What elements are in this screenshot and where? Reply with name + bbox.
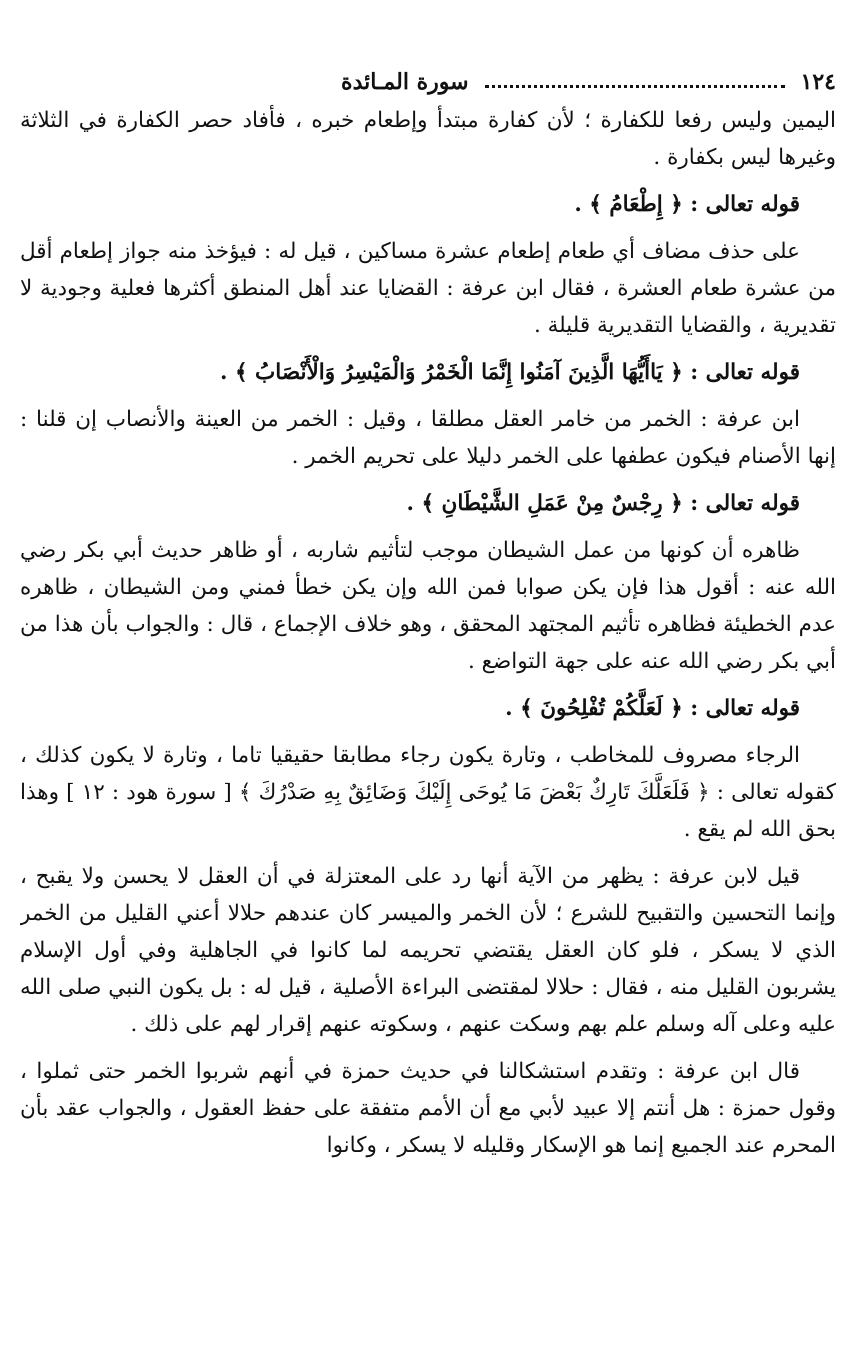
paragraph-continuation: اليمين وليس رفعا للكفارة ؛ لأن كفارة مبتدأ وإطعام خبره ، فأفاد حصر الكفارة في الثلاثة وغيرها ليس بكفارة . xyxy=(20,108,836,170)
paragraph: ابن عرفة : الخمر من خامر العقل مطلقا ، وقيل : الخمر من العينة والأنصاب إن قلنا : إنها الأصنام فيكون عطفها على الخمر دليلا على تحريم الخمر . xyxy=(20,407,836,469)
verse-heading: قوله تعالى : ﴿ رِجْسٌ مِنْ عَمَلِ الشَّيْطَانِ ﴾ . xyxy=(406,491,800,516)
verse-heading: قوله تعالى : ﴿ إِطْعَامُ ﴾ . xyxy=(574,192,800,217)
paragraph: الرجاء مصروف للمخاطب ، وتارة يكون رجاء مطابقا حقيقيا تاما ، وتارة لا يكون كذلك ، كقوله تعالى : ﴿ فَلَعَلَّكَ تَارِكٌ بَعْضَ مَا يُوحَى إِلَيْكَ وَضَائِقٌ بِهِ صَدْرُكَ ﴾ [ سورة هود : ١٢ ] وهذا بحق الله لم يقع . xyxy=(20,743,836,842)
paragraph: ظاهره أن كونها من عمل الشيطان موجب لتأثيم شاربه ، أو ظاهر حديث أبي بكر رضي الله عنه : أقول هذا فإن يكن صوابا فمن الله وإن يكن خطأ فمني ومن الشيطان ، ظاهره عدم الخطيئة فظاهره تأثيم المجتهد المحقق ، وهو خلاف الإجماع ، قال : والجواب بأن هذا من أبي بكر رضي الله عنه على جهة التواضع . xyxy=(20,538,836,674)
paragraph: على حذف مضاف أي طعام إطعام عشرة مساكين ، قيل له : فيؤخذ منه جواز إطعام أقل من عشرة طعام العشرة ، فقال ابن عرفة : القضايا عند أهل المنطق أكثرها فعلية وجودية لا تقديرية ، والقضايا التقديرية قليلة . xyxy=(20,239,836,338)
verse-heading: قوله تعالى : ﴿ يَاأَيُّهَا الَّذِينَ آمَنُوا إِنَّمَا الْخَمْرُ وَالْمَيْسِرُ وَالْأَنْصَابُ ﴾ . xyxy=(220,360,800,385)
page-number: ١٢٤ xyxy=(800,69,836,95)
verse-heading: قوله تعالى : ﴿ لَعَلَّكُمْ تُفْلِحُونَ ﴾ . xyxy=(505,696,800,721)
surah-title: سورة المـائدة xyxy=(341,69,469,95)
page-body xyxy=(20,102,836,1164)
book-page xyxy=(20,62,836,1362)
paragraph: قال ابن عرفة : وتقدم استشكالنا في حديث حمزة في أنهم شربوا الخمر حتى ثملوا ، وقول حمزة : هل أنتم إلا عبيد لأبي مع أن الأمم متفقة على حفظ العقول ، والجواب عقد بأن المحرم عند الجميع إنما هو الإسكار وقليله لا يسكر ، وكانوا xyxy=(20,1059,836,1158)
running-header xyxy=(20,62,836,102)
paragraph: قيل لابن عرفة : يظهر من الآية أنها رد على المعتزلة في أن العقل لا يحسن ولا يقبح ، وإنما التحسين والتقبيح للشرع ؛ لأن الخمر والميسر كان عندهم حلالا أعني القليل من الخمر الذي لا يسكر ، فلو كان العقل يقتضي تحريمه لما كانوا في الجاهلية وفي أول الإسلام يشربون القليل منه ، فقال : حلالا لمقتضى البراءة الأصلية ، قيل له : بل يكون النبي صلى الله عليه وعلى آله وسلم علم بهم وسكت عنهم ، وسكوته عنهم إقرار لهم على ذلك . xyxy=(20,864,836,1037)
header-dotted-leader xyxy=(485,85,785,88)
